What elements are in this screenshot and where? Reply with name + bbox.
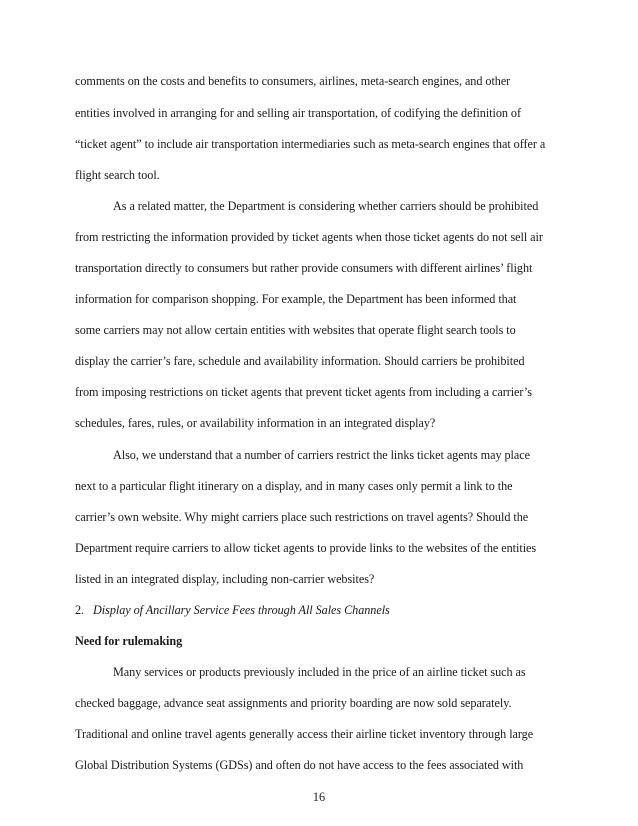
text-line: listed in an integrated display, including non-carrier websites? bbox=[75, 572, 375, 586]
text-line: Traditional and online travel agents generally access their airline ticket inventory through large bbox=[75, 727, 534, 741]
section-heading bbox=[75, 603, 575, 617]
text-line: Department require carriers to allow ticket agents to provide links to the websites of the entities bbox=[75, 541, 537, 555]
text-line: from restricting the information provided by ticket agents when those ticket agents do not sell air bbox=[75, 230, 543, 244]
text-line: transportation directly to consumers but rather provide consumers with different airlines’ flight bbox=[75, 261, 533, 275]
text-line: next to a particular flight itinerary on a display, and in many cases only permit a link to the bbox=[75, 479, 513, 493]
text-line: comments on the costs and benefits to consumers, airlines, meta-search engines, and other bbox=[75, 74, 511, 88]
text-line: As a related matter, the Department is considering whether carriers should be prohibited bbox=[113, 199, 539, 213]
text-line: checked baggage, advance seat assignments and priority boarding are now sold separately. bbox=[75, 696, 512, 710]
text-line: flight search tool. bbox=[75, 168, 160, 182]
text-line: “ticket agent” to include air transportation intermediaries such as meta-search engines that offer a bbox=[75, 137, 546, 151]
section-number: 2. bbox=[75, 603, 85, 617]
page-number: 16 bbox=[312, 790, 326, 804]
section-title: Display of Ancillary Service Fees through All Sales Channels bbox=[93, 603, 390, 617]
text-line: Many services or products previously included in the price of an airline ticket such as bbox=[113, 665, 526, 679]
text-line: display the carrier’s fare, schedule and availability information. Should carriers be prohibited bbox=[75, 354, 525, 368]
text-line: carrier’s own website. Why might carriers place such restrictions on travel agents? Should the bbox=[75, 510, 529, 524]
text-line: from imposing restrictions on ticket agents that prevent ticket agents from including a carrier’s bbox=[75, 385, 532, 399]
text-line: schedules, fares, rules, or availability information in an integrated display? bbox=[75, 416, 436, 430]
text-line: Also, we understand that a number of carriers restrict the links ticket agents may place bbox=[113, 448, 530, 462]
subheading: Need for rulemaking bbox=[75, 634, 183, 648]
text-line: some carriers may not allow certain entities with websites that operate flight search tools to bbox=[75, 323, 516, 337]
text-line: information for comparison shopping. For example, the Department has been informed that bbox=[75, 292, 517, 306]
text-line: entities involved in arranging for and selling air transportation, of codifying the definition of bbox=[75, 106, 521, 120]
text-line: Global Distribution Systems (GDSs) and often do not have access to the fees associated with bbox=[75, 758, 524, 772]
